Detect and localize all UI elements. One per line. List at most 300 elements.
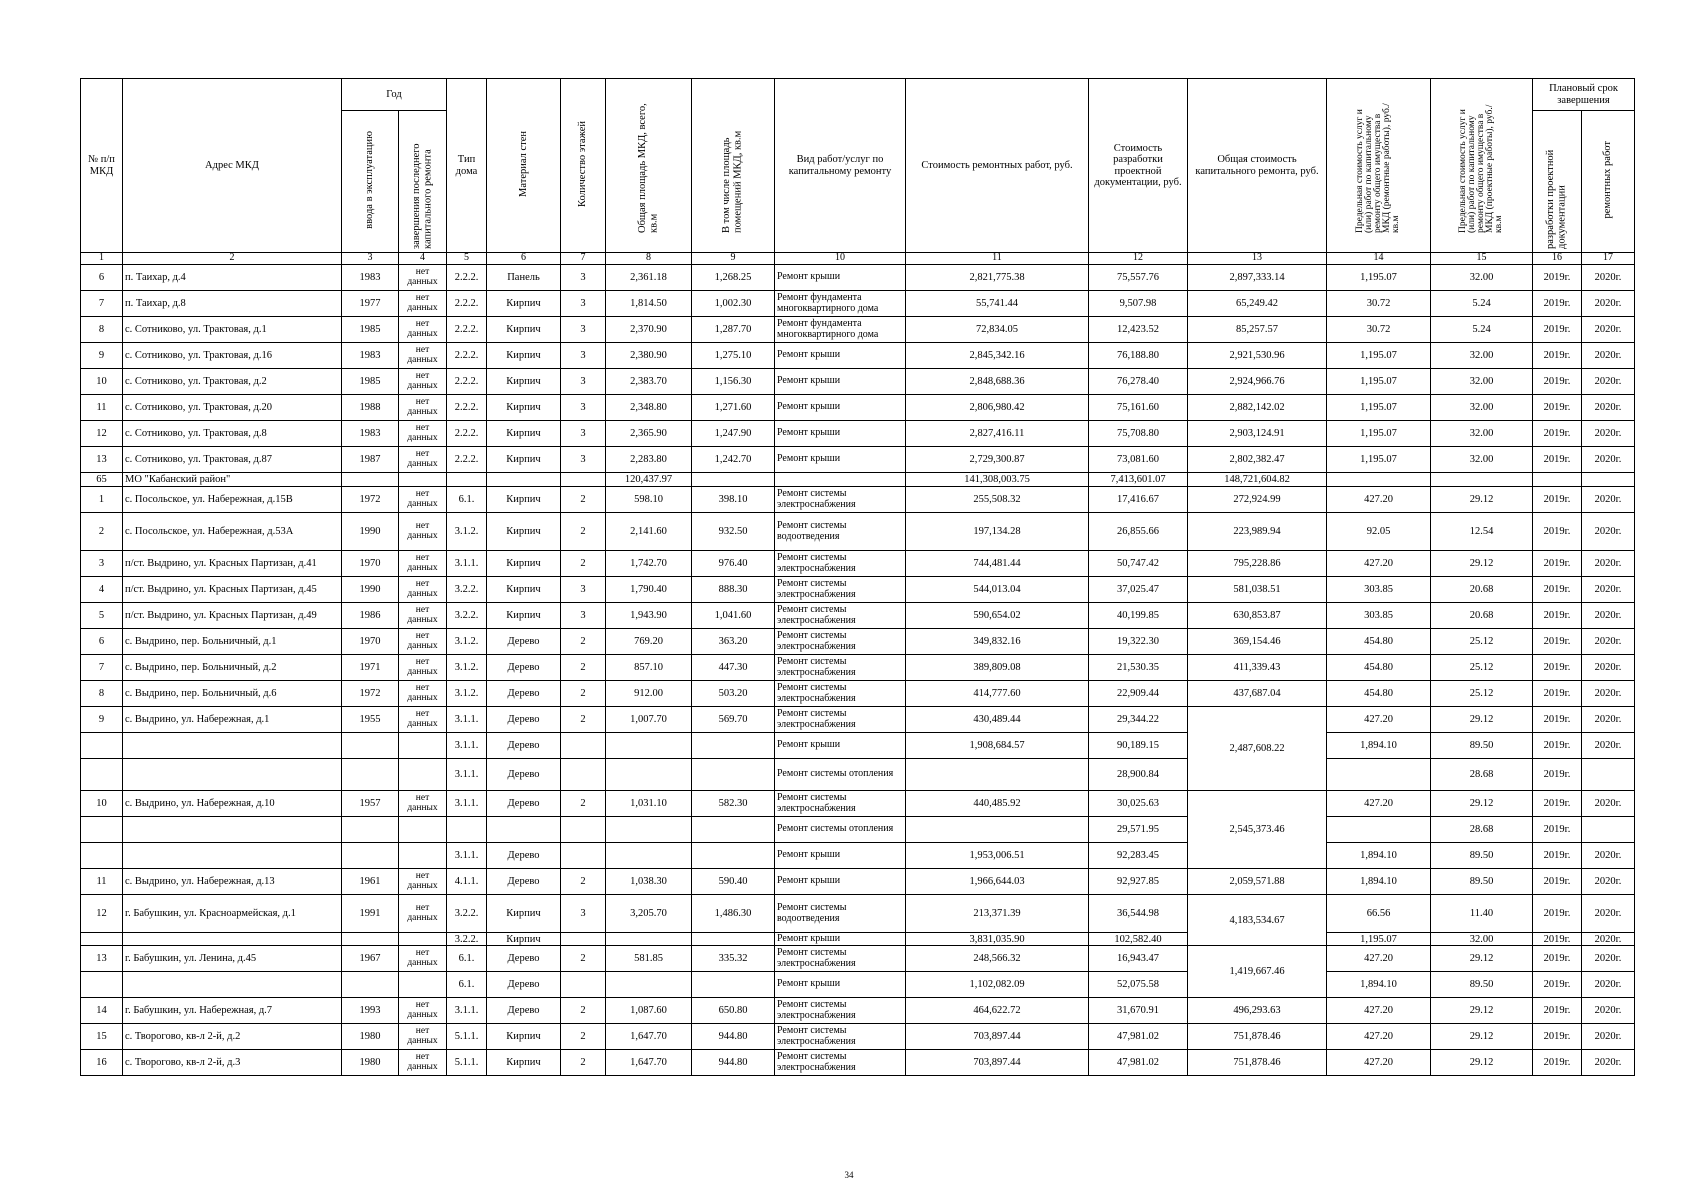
floors: 3 bbox=[561, 603, 606, 629]
planned-design: 2019г. bbox=[1533, 265, 1582, 291]
total-cost: 223,989.94 bbox=[1188, 513, 1327, 551]
row-number: 5 bbox=[81, 603, 123, 629]
total-cost: 2,924,966.76 bbox=[1188, 369, 1327, 395]
premises-area: 363.20 bbox=[692, 629, 775, 655]
planned-repair: 2020г. bbox=[1582, 447, 1635, 473]
work-type: Ремонт крыши bbox=[775, 265, 906, 291]
planned-design: 2019г. bbox=[1533, 369, 1582, 395]
row-number bbox=[81, 972, 123, 998]
year-commission: 1990 bbox=[342, 577, 399, 603]
year-commission: 1985 bbox=[342, 317, 399, 343]
wall-material: Дерево bbox=[487, 733, 561, 759]
total-area: 912.00 bbox=[606, 681, 692, 707]
repair-cost: 2,848,688.36 bbox=[906, 369, 1089, 395]
year-commission: 1990 bbox=[342, 513, 399, 551]
row-number: 3 bbox=[81, 551, 123, 577]
total-cost: 2,545,373.46 bbox=[1188, 791, 1327, 869]
header-house-type: Тип дома bbox=[447, 79, 487, 253]
premises-area: 1,275.10 bbox=[692, 343, 775, 369]
repair-cost: 703,897.44 bbox=[906, 1050, 1089, 1076]
repair-cost: 3,831,035.90 bbox=[906, 933, 1089, 946]
limit-design: 32.00 bbox=[1431, 421, 1533, 447]
column-number: 1 bbox=[81, 253, 123, 265]
row-number bbox=[81, 759, 123, 791]
table-row bbox=[81, 487, 1635, 513]
row-number: 16 bbox=[81, 1050, 123, 1076]
empty-cell bbox=[1327, 473, 1431, 487]
column-number: 9 bbox=[692, 253, 775, 265]
wall-material: Кирпич bbox=[487, 513, 561, 551]
total-area bbox=[606, 759, 692, 791]
house-type: 6.1. bbox=[447, 487, 487, 513]
planned-design: 2019г. bbox=[1533, 817, 1582, 843]
house-type: 3.1.1. bbox=[447, 707, 487, 733]
wall-material: Дерево bbox=[487, 707, 561, 733]
repair-cost: 1,953,006.51 bbox=[906, 843, 1089, 869]
planned-repair: 2020г. bbox=[1582, 369, 1635, 395]
repair-cost: 430,489.44 bbox=[906, 707, 1089, 733]
limit-design: 20.68 bbox=[1431, 603, 1533, 629]
limit-repair: 92.05 bbox=[1327, 513, 1431, 551]
year-last-repair: нет данных bbox=[399, 869, 447, 895]
limit-design: 25.12 bbox=[1431, 629, 1533, 655]
year-commission bbox=[342, 759, 399, 791]
planned-design: 2019г. bbox=[1533, 655, 1582, 681]
limit-repair: 427.20 bbox=[1327, 946, 1431, 972]
year-last-repair: нет данных bbox=[399, 707, 447, 733]
year-last-repair bbox=[399, 843, 447, 869]
year-last-repair: нет данных bbox=[399, 291, 447, 317]
planned-repair: 2020г. bbox=[1582, 487, 1635, 513]
year-commission: 1986 bbox=[342, 603, 399, 629]
limit-repair: 1,894.10 bbox=[1327, 972, 1431, 998]
house-type: 5.1.1. bbox=[447, 1050, 487, 1076]
limit-repair: 1,894.10 bbox=[1327, 843, 1431, 869]
premises-area: 944.80 bbox=[692, 1024, 775, 1050]
floors bbox=[561, 933, 606, 946]
total-cost: 1,419,667.46 bbox=[1188, 946, 1327, 998]
work-type: Ремонт крыши bbox=[775, 395, 906, 421]
floors: 3 bbox=[561, 447, 606, 473]
planned-design: 2019г. bbox=[1533, 317, 1582, 343]
design-cost: 12,423.52 bbox=[1089, 317, 1188, 343]
planned-design: 2019г. bbox=[1533, 707, 1582, 733]
planned-repair: 2020г. bbox=[1582, 265, 1635, 291]
repair-cost: 464,622.72 bbox=[906, 998, 1089, 1024]
repair-cost: 1,966,644.03 bbox=[906, 869, 1089, 895]
house-type: 3.1.2. bbox=[447, 681, 487, 707]
column-number: 2 bbox=[123, 253, 342, 265]
year-commission: 1961 bbox=[342, 869, 399, 895]
row-number: 6 bbox=[81, 629, 123, 655]
limit-design: 32.00 bbox=[1431, 369, 1533, 395]
year-commission: 1970 bbox=[342, 629, 399, 655]
planned-design: 2019г. bbox=[1533, 487, 1582, 513]
total-cost: 2,903,124.91 bbox=[1188, 421, 1327, 447]
total-cost: 751,878.46 bbox=[1188, 1050, 1327, 1076]
design-cost: 75,708.80 bbox=[1089, 421, 1188, 447]
total-area: 769.20 bbox=[606, 629, 692, 655]
floors: 3 bbox=[561, 421, 606, 447]
planned-repair: 2020г. bbox=[1582, 317, 1635, 343]
work-type: Ремонт системы электроснабжения bbox=[775, 1024, 906, 1050]
design-cost: 9,507.98 bbox=[1089, 291, 1188, 317]
work-type: Ремонт крыши bbox=[775, 869, 906, 895]
column-number: 6 bbox=[487, 253, 561, 265]
table-row bbox=[81, 869, 1635, 895]
work-type: Ремонт фундамента многоквартирного дома bbox=[775, 291, 906, 317]
table-row bbox=[81, 895, 1635, 933]
total-area: 1,647.70 bbox=[606, 1024, 692, 1050]
design-cost: 75,161.60 bbox=[1089, 395, 1188, 421]
planned-design: 2019г. bbox=[1533, 343, 1582, 369]
total-area: 2,370.90 bbox=[606, 317, 692, 343]
column-number-row bbox=[81, 253, 1635, 265]
house-type bbox=[447, 817, 487, 843]
repair-cost: 389,809.08 bbox=[906, 655, 1089, 681]
planned-design: 2019г. bbox=[1533, 791, 1582, 817]
header-total-area: Общая площадь МКД, всего, кв.м bbox=[606, 79, 692, 253]
year-commission: 1970 bbox=[342, 551, 399, 577]
header-address: Адрес МКД bbox=[123, 79, 342, 253]
year-commission: 1980 bbox=[342, 1024, 399, 1050]
repair-cost: 703,897.44 bbox=[906, 1024, 1089, 1050]
header-year-commission: ввода в эксплуатацию bbox=[342, 111, 399, 253]
empty-cell bbox=[775, 473, 906, 487]
repair-cost: 590,654.02 bbox=[906, 603, 1089, 629]
floors bbox=[561, 843, 606, 869]
address: п. Таихар, д.4 bbox=[123, 265, 342, 291]
premises-area: 888.30 bbox=[692, 577, 775, 603]
year-commission: 1972 bbox=[342, 487, 399, 513]
year-commission bbox=[342, 933, 399, 946]
column-number: 15 bbox=[1431, 253, 1533, 265]
limit-design: 29.12 bbox=[1431, 551, 1533, 577]
year-commission bbox=[342, 843, 399, 869]
limit-design: 29.12 bbox=[1431, 998, 1533, 1024]
repair-cost: 213,371.39 bbox=[906, 895, 1089, 933]
design-cost: 47,981.02 bbox=[1089, 1050, 1188, 1076]
design-cost: 28,900.84 bbox=[1089, 759, 1188, 791]
house-type: 2.2.2. bbox=[447, 317, 487, 343]
table-row bbox=[81, 791, 1635, 817]
limit-repair: 1,195.07 bbox=[1327, 369, 1431, 395]
year-last-repair: нет данных bbox=[399, 487, 447, 513]
floors: 3 bbox=[561, 895, 606, 933]
total-cost: 2,059,571.88 bbox=[1188, 869, 1327, 895]
table-row bbox=[81, 577, 1635, 603]
house-type: 2.2.2. bbox=[447, 343, 487, 369]
year-commission: 1971 bbox=[342, 655, 399, 681]
empty-cell bbox=[399, 473, 447, 487]
table-row bbox=[81, 395, 1635, 421]
repair-cost: 440,485.92 bbox=[906, 791, 1089, 817]
row-number: 11 bbox=[81, 395, 123, 421]
address: г. Бабушкин, ул. Набережная, д.7 bbox=[123, 998, 342, 1024]
design-cost: 30,025.63 bbox=[1089, 791, 1188, 817]
floors bbox=[561, 759, 606, 791]
table-row bbox=[81, 265, 1635, 291]
subtotal-design-cost: 7,413,601.07 bbox=[1089, 473, 1188, 487]
design-cost: 50,747.42 bbox=[1089, 551, 1188, 577]
wall-material: Кирпич bbox=[487, 551, 561, 577]
column-number: 14 bbox=[1327, 253, 1431, 265]
limit-repair: 1,195.07 bbox=[1327, 421, 1431, 447]
year-last-repair: нет данных bbox=[399, 447, 447, 473]
premises-area: 1,486.30 bbox=[692, 895, 775, 933]
year-commission: 1985 bbox=[342, 369, 399, 395]
wall-material: Кирпич bbox=[487, 895, 561, 933]
work-type: Ремонт системы электроснабжения bbox=[775, 681, 906, 707]
house-type: 4.1.1. bbox=[447, 869, 487, 895]
premises-area: 1,271.60 bbox=[692, 395, 775, 421]
table-row bbox=[81, 1050, 1635, 1076]
capital-repair-table bbox=[80, 78, 1635, 1076]
planned-repair: 2020г. bbox=[1582, 1024, 1635, 1050]
house-type: 6.1. bbox=[447, 946, 487, 972]
wall-material: Дерево bbox=[487, 946, 561, 972]
limit-repair: 66.56 bbox=[1327, 895, 1431, 933]
year-commission: 1983 bbox=[342, 343, 399, 369]
header-work-type: Вид работ/услуг по капитальному ремонту bbox=[775, 79, 906, 253]
table-row bbox=[81, 843, 1635, 869]
year-last-repair bbox=[399, 933, 447, 946]
subtotal-repair-cost: 141,308,003.75 bbox=[906, 473, 1089, 487]
planned-repair bbox=[1582, 759, 1635, 791]
header-limit-repair: Предельная стоимость услуг и (или) работ по капитальному ремонту общего имущества в МКД (ремонтные работы), руб./кв.м bbox=[1327, 79, 1431, 253]
wall-material: Дерево bbox=[487, 655, 561, 681]
floors: 2 bbox=[561, 655, 606, 681]
wall-material: Дерево bbox=[487, 791, 561, 817]
planned-design: 2019г. bbox=[1533, 551, 1582, 577]
year-commission: 1977 bbox=[342, 291, 399, 317]
page-number: 34 bbox=[844, 1170, 854, 1180]
total-area: 1,031.10 bbox=[606, 791, 692, 817]
design-cost: 36,544.98 bbox=[1089, 895, 1188, 933]
total-cost: 496,293.63 bbox=[1188, 998, 1327, 1024]
planned-design: 2019г. bbox=[1533, 998, 1582, 1024]
header-limit-design: Предельная стоимость услуг и (или) работ по капитальному ремонту общего имущества в МКД (проектные работы), руб./кв.м bbox=[1431, 79, 1533, 253]
year-commission: 1993 bbox=[342, 998, 399, 1024]
wall-material: Дерево bbox=[487, 629, 561, 655]
table-row bbox=[81, 681, 1635, 707]
premises-area: 1,002.30 bbox=[692, 291, 775, 317]
total-cost: 4,183,534.67 bbox=[1188, 895, 1327, 946]
total-area bbox=[606, 733, 692, 759]
limit-repair: 454.80 bbox=[1327, 681, 1431, 707]
limit-repair: 1,195.07 bbox=[1327, 933, 1431, 946]
work-type: Ремонт системы электроснабжения bbox=[775, 1050, 906, 1076]
empty-cell bbox=[447, 473, 487, 487]
repair-cost: 197,134.28 bbox=[906, 513, 1089, 551]
wall-material: Кирпич bbox=[487, 421, 561, 447]
repair-cost: 1,102,082.09 bbox=[906, 972, 1089, 998]
design-cost: 75,557.76 bbox=[1089, 265, 1188, 291]
wall-material: Кирпич bbox=[487, 933, 561, 946]
house-type: 3.1.2. bbox=[447, 629, 487, 655]
table-row bbox=[81, 972, 1635, 998]
row-number: 13 bbox=[81, 946, 123, 972]
header-repair-cost: Стоимость ремонтных работ, руб. bbox=[906, 79, 1089, 253]
row-number: 7 bbox=[81, 291, 123, 317]
planned-design: 2019г. bbox=[1533, 629, 1582, 655]
empty-cell bbox=[692, 473, 775, 487]
wall-material: Дерево bbox=[487, 759, 561, 791]
planned-repair: 2020г. bbox=[1582, 707, 1635, 733]
table-row bbox=[81, 421, 1635, 447]
year-last-repair: нет данных bbox=[399, 629, 447, 655]
year-last-repair: нет данных bbox=[399, 946, 447, 972]
limit-design: 29.12 bbox=[1431, 946, 1533, 972]
year-commission: 1967 bbox=[342, 946, 399, 972]
house-type: 3.1.1. bbox=[447, 551, 487, 577]
limit-design: 32.00 bbox=[1431, 933, 1533, 946]
total-cost: 65,249.42 bbox=[1188, 291, 1327, 317]
design-cost: 19,322.30 bbox=[1089, 629, 1188, 655]
wall-material: Кирпич bbox=[487, 395, 561, 421]
row-number: 15 bbox=[81, 1024, 123, 1050]
design-cost: 40,199.85 bbox=[1089, 603, 1188, 629]
floors: 3 bbox=[561, 265, 606, 291]
year-last-repair bbox=[399, 817, 447, 843]
limit-design: 5.24 bbox=[1431, 317, 1533, 343]
table-row bbox=[81, 551, 1635, 577]
header-planned: Плановый срок завершения bbox=[1533, 79, 1635, 111]
row-number: 12 bbox=[81, 895, 123, 933]
planned-design: 2019г. bbox=[1533, 843, 1582, 869]
repair-cost: 248,566.32 bbox=[906, 946, 1089, 972]
floors: 3 bbox=[561, 343, 606, 369]
planned-repair: 2020г. bbox=[1582, 291, 1635, 317]
repair-cost: 349,832.16 bbox=[906, 629, 1089, 655]
repair-cost bbox=[906, 759, 1089, 791]
limit-design: 20.68 bbox=[1431, 577, 1533, 603]
year-commission: 1983 bbox=[342, 265, 399, 291]
total-area bbox=[606, 843, 692, 869]
total-area: 1,007.70 bbox=[606, 707, 692, 733]
address: с. Сотниково, ул. Трактовая, д.8 bbox=[123, 421, 342, 447]
row-number: 8 bbox=[81, 681, 123, 707]
wall-material: Дерево bbox=[487, 681, 561, 707]
limit-design: 29.12 bbox=[1431, 707, 1533, 733]
planned-design: 2019г. bbox=[1533, 577, 1582, 603]
work-type: Ремонт системы электроснабжения bbox=[775, 655, 906, 681]
design-cost: 16,943.47 bbox=[1089, 946, 1188, 972]
year-commission: 1972 bbox=[342, 681, 399, 707]
limit-repair: 303.85 bbox=[1327, 603, 1431, 629]
limit-design: 89.50 bbox=[1431, 972, 1533, 998]
row-number: 2 bbox=[81, 513, 123, 551]
premises-area: 1,041.60 bbox=[692, 603, 775, 629]
row-number bbox=[81, 933, 123, 946]
planned-design: 2019г. bbox=[1533, 1050, 1582, 1076]
limit-repair: 454.80 bbox=[1327, 629, 1431, 655]
limit-design: 29.12 bbox=[1431, 1050, 1533, 1076]
row-number: 14 bbox=[81, 998, 123, 1024]
total-cost: 581,038.51 bbox=[1188, 577, 1327, 603]
empty-cell bbox=[561, 473, 606, 487]
row-number: 4 bbox=[81, 577, 123, 603]
year-commission: 1957 bbox=[342, 791, 399, 817]
wall-material: Кирпич bbox=[487, 1050, 561, 1076]
work-type: Ремонт системы электроснабжения bbox=[775, 603, 906, 629]
address: с. Выдрино, ул. Набережная, д.13 bbox=[123, 869, 342, 895]
total-cost: 2,897,333.14 bbox=[1188, 265, 1327, 291]
address: г. Бабушкин, ул. Ленина, д.45 bbox=[123, 946, 342, 972]
limit-design: 29.12 bbox=[1431, 1024, 1533, 1050]
wall-material: Панель bbox=[487, 265, 561, 291]
design-cost: 17,416.67 bbox=[1089, 487, 1188, 513]
header-total-cost: Общая стоимость капитального ремонта, руб. bbox=[1188, 79, 1327, 253]
table-row bbox=[81, 603, 1635, 629]
limit-repair: 1,195.07 bbox=[1327, 265, 1431, 291]
address: п/ст. Выдрино, ул. Красных Партизан, д.45 bbox=[123, 577, 342, 603]
design-cost: 47,981.02 bbox=[1089, 1024, 1188, 1050]
house-type: 3.1.2. bbox=[447, 513, 487, 551]
house-type: 6.1. bbox=[447, 972, 487, 998]
work-type: Ремонт крыши bbox=[775, 933, 906, 946]
year-last-repair: нет данных bbox=[399, 343, 447, 369]
planned-repair: 2020г. bbox=[1582, 946, 1635, 972]
year-last-repair: нет данных bbox=[399, 265, 447, 291]
total-area: 1,790.40 bbox=[606, 577, 692, 603]
floors: 3 bbox=[561, 369, 606, 395]
total-area: 1,742.70 bbox=[606, 551, 692, 577]
year-commission: 1983 bbox=[342, 421, 399, 447]
house-type: 3.2.2. bbox=[447, 577, 487, 603]
total-area bbox=[606, 972, 692, 998]
header-planned-design: разработки проектной документации bbox=[1533, 111, 1582, 253]
total-cost: 2,487,608.22 bbox=[1188, 707, 1327, 791]
limit-repair: 303.85 bbox=[1327, 577, 1431, 603]
limit-design: 5.24 bbox=[1431, 291, 1533, 317]
premises-area: 398.10 bbox=[692, 487, 775, 513]
repair-cost: 2,729,300.87 bbox=[906, 447, 1089, 473]
floors bbox=[561, 972, 606, 998]
row-number bbox=[81, 817, 123, 843]
address: с. Сотниково, ул. Трактовая, д.1 bbox=[123, 317, 342, 343]
year-last-repair: нет данных bbox=[399, 681, 447, 707]
planned-repair: 2020г. bbox=[1582, 972, 1635, 998]
address: с. Сотниково, ул. Трактовая, д.20 bbox=[123, 395, 342, 421]
address bbox=[123, 843, 342, 869]
floors: 2 bbox=[561, 681, 606, 707]
house-type: 5.1.1. bbox=[447, 1024, 487, 1050]
wall-material: Кирпич bbox=[487, 487, 561, 513]
table-row bbox=[81, 317, 1635, 343]
total-area: 857.10 bbox=[606, 655, 692, 681]
address bbox=[123, 972, 342, 998]
limit-repair: 454.80 bbox=[1327, 655, 1431, 681]
work-type: Ремонт системы электроснабжения bbox=[775, 487, 906, 513]
wall-material: Дерево bbox=[487, 843, 561, 869]
planned-repair: 2020г. bbox=[1582, 998, 1635, 1024]
design-cost: 26,855.66 bbox=[1089, 513, 1188, 551]
header-premises-area: В том числе площадь помещений МКД, кв.м bbox=[692, 79, 775, 253]
planned-design: 2019г. bbox=[1533, 869, 1582, 895]
planned-design: 2019г. bbox=[1533, 395, 1582, 421]
house-type: 3.1.2. bbox=[447, 655, 487, 681]
floors: 2 bbox=[561, 513, 606, 551]
limit-repair bbox=[1327, 817, 1431, 843]
house-type: 3.2.2. bbox=[447, 603, 487, 629]
wall-material: Кирпич bbox=[487, 577, 561, 603]
total-area bbox=[606, 933, 692, 946]
address: с. Сотниково, ул. Трактовая, д.16 bbox=[123, 343, 342, 369]
planned-design: 2019г. bbox=[1533, 733, 1582, 759]
row-number: 9 bbox=[81, 343, 123, 369]
address bbox=[123, 817, 342, 843]
